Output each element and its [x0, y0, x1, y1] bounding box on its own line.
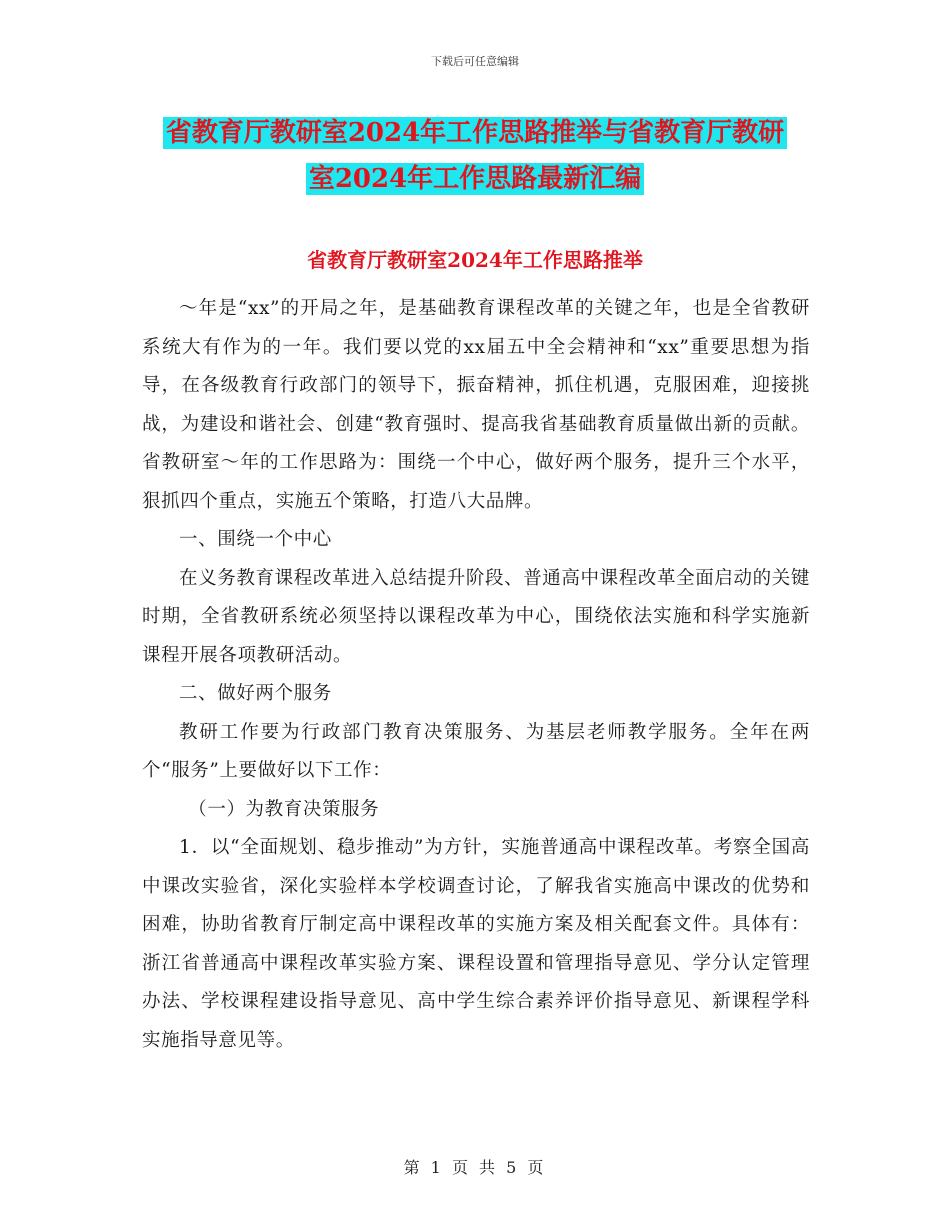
paragraph-item-1: 1．以“全面规划、稳步推动”为方针，实施普通高中课程改革。考察全国高中课改实验省，深化实验样本学校调查讨论，了解我省实施高中课改的优势和困难，协助省教育厅制定高中课程改革的实施方案及相关配套文件。具体有：浙江省普通高中课程改革实验方案、课程设置和管理指导意见、学分认定管理办法、学校课程建设指导意见、高中学生综合素养评价指导意见、新课程学科实施指导意见等。 — [142, 837, 810, 1051]
page-number: 第 1 页 共 5 页 — [403, 1158, 547, 1177]
paragraph-two-services: 教研工作要为行政部门教育决策服务、为基层老师教学服务。全年在两个“服务”上要做好以下工作： — [142, 721, 810, 781]
header-note: 下载后可任意编辑 — [431, 55, 519, 68]
paragraph-one-center: 在义务教育课程改革进入总结提升阶段、普通高中课程改革全面启动的关键时期，全省教研系统必须坚持以课程改革为中心，围绕依法实施和科学实施新课程开展各项教研活动。 — [142, 567, 810, 666]
document-body — [142, 290, 810, 1060]
section-title: 省教育厅教研室2024年工作思路推举 — [307, 248, 643, 272]
heading-two-services: 二、做好两个服务 — [179, 683, 332, 704]
title-line-2: 室2024年工作思路最新汇编 — [306, 163, 644, 195]
heading-one-center: 一、围绕一个中心 — [179, 529, 332, 550]
document-title — [0, 110, 950, 202]
paragraph-intro: ～年是“xx”的开局之年，是基础教育课程改革的关键之年，也是全省教研系统大有作为的一年。我们要以党的xx届五中全会精神和“xx”重要思想为指导，在各级教育行政部门的领导下，振奋精神，抓住机遇，克服困难，迎接挑战，为建设和谐社会、创建“教育强时、提高我省基础教育质量做出新的贡献。省教研室～年的工作思路为：围绕一个中心，做好两个服务，提升三个水平，狠抓四个重点，实施五个策略，打造八大品牌。 — [142, 298, 810, 512]
subheading-decision-service: （一）为教育决策服务 — [188, 798, 380, 820]
title-line-1: 省教育厅教研室2024年工作思路推举与省教育厅教研 — [163, 117, 787, 149]
